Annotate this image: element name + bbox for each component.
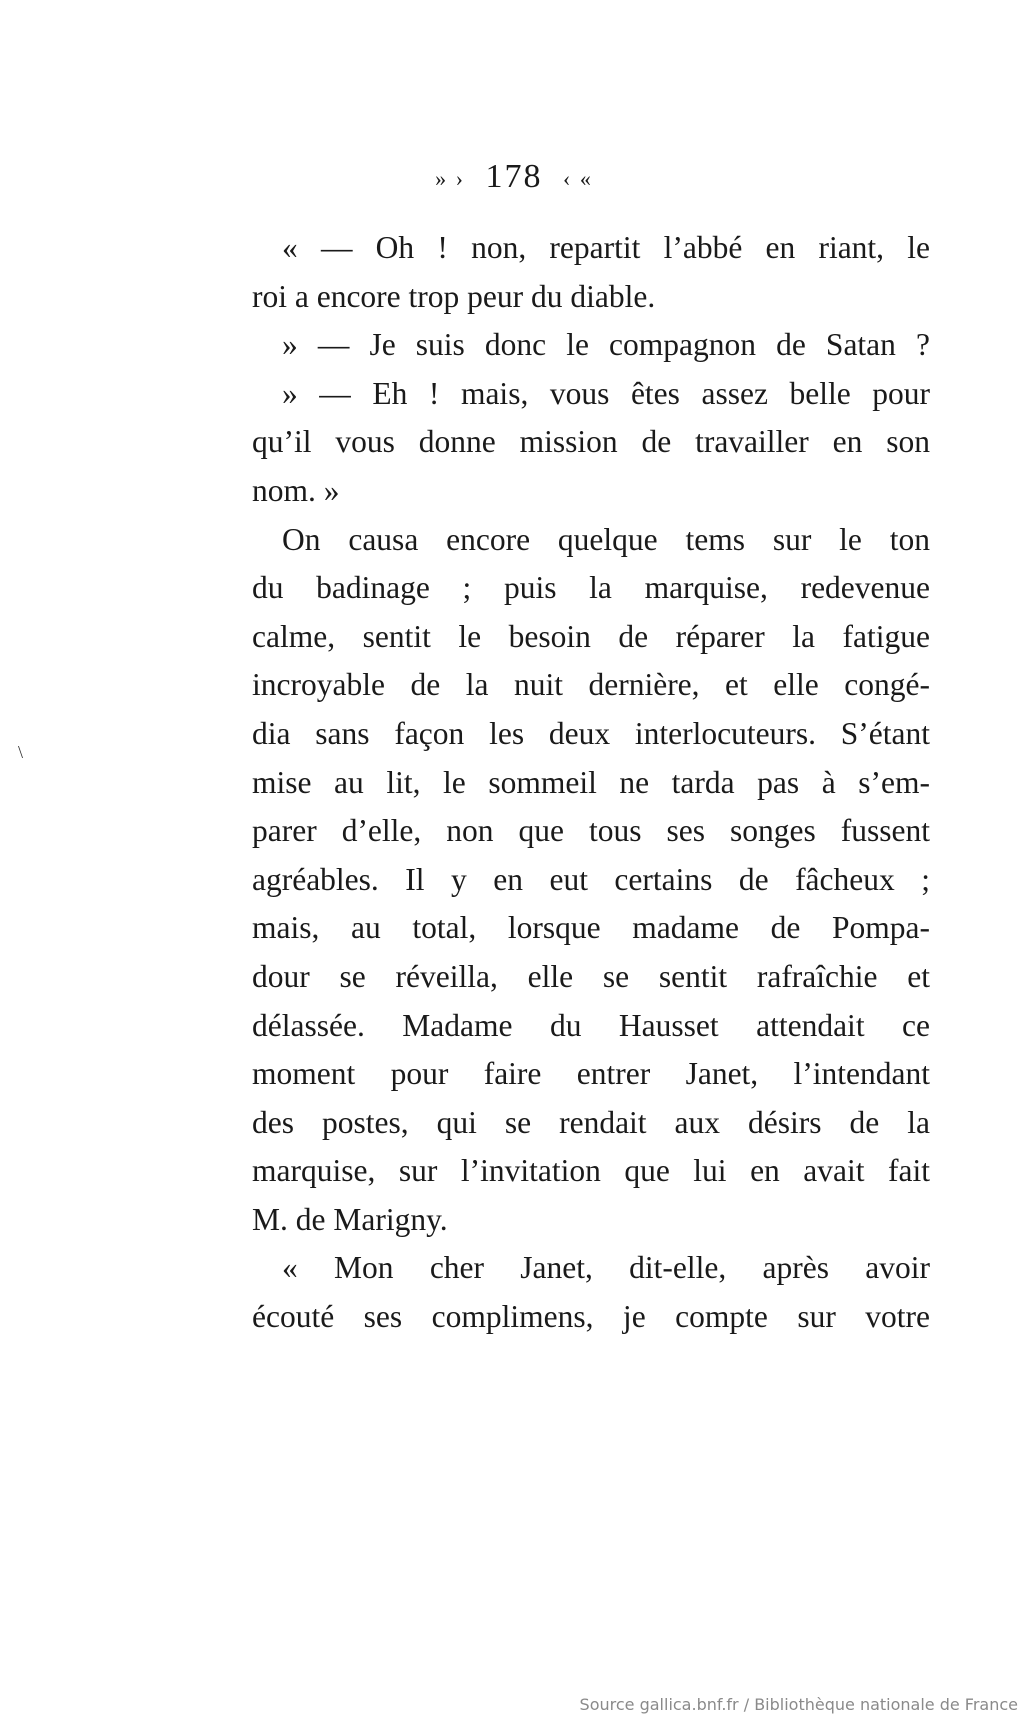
text-line: marquise, sur l’invitation que lui en avait fait	[252, 1153, 930, 1189]
text-line: écouté ses complimens, je compte sur votre	[252, 1299, 930, 1335]
text-line: moment pour faire entrer Janet, l’intendant	[252, 1056, 930, 1092]
text-line: délassée. Madame du Hausset attendait ce	[252, 1007, 930, 1043]
body-text	[252, 224, 930, 1342]
text-line: parer d’elle, non que tous ses songes fussent	[252, 813, 930, 849]
page-number: 178	[485, 158, 543, 195]
text-line: incroyable de la nuit dernière, et elle congé-	[252, 667, 930, 703]
text-line: du badinage ; puis la marquise, redevenue	[252, 570, 930, 606]
text-line: dia sans façon les deux interlocuteurs. S’étant	[252, 715, 930, 751]
header-ornament-left: » ›	[435, 166, 465, 192]
page-header	[0, 158, 1028, 196]
text-line: dour se réveilla, elle se sentit rafraîchie et	[252, 958, 930, 994]
text-line: mais, au total, lorsque madame de Pompa-	[252, 910, 930, 946]
header-ornament-right: ‹ «	[563, 166, 593, 192]
stray-mark: \	[18, 742, 24, 762]
text-line: « Mon cher Janet, dit-elle, après avoir	[282, 1250, 930, 1286]
text-line: On causa encore quelque tems sur le ton	[282, 521, 930, 557]
text-line: « — Oh ! non, repartit l’abbé en riant, le	[282, 230, 930, 265]
text-line: M. de Marigny.	[252, 1201, 448, 1237]
source-footer: Source gallica.bnf.fr / Bibliothèque nationale de France	[579, 1695, 1018, 1714]
text-line: mise au lit, le sommeil ne tarda pas à s’em-	[252, 764, 930, 800]
text-line: calme, sentit le besoin de réparer la fatigue	[252, 618, 930, 654]
text-line: agréables. Il y en eut certains de fâcheux ;	[252, 861, 930, 897]
text-line: des postes, qui se rendait aux désirs de la	[252, 1104, 930, 1140]
text-line: qu’il vous donne mission de travailler en son	[252, 424, 930, 460]
text-line: nom. »	[252, 472, 340, 508]
text-line: roi a encore trop peur du diable.	[252, 278, 656, 314]
text-line: » — Je suis donc le compagnon de Satan ?	[282, 327, 930, 363]
text-line: » — Eh ! mais, vous êtes assez belle pour	[282, 375, 930, 411]
